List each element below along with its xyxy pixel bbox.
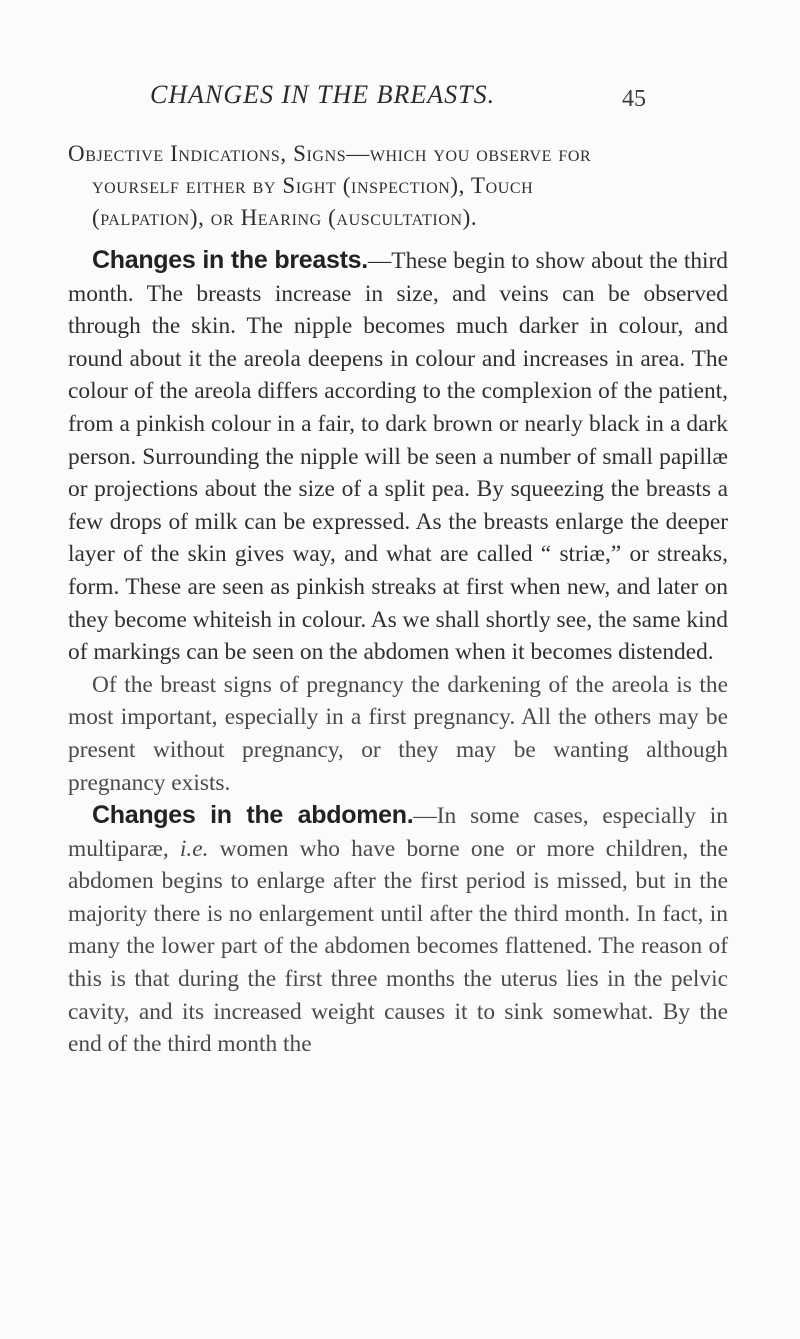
paragraph-breasts-text: —These begin to show about the third month. The breasts increase in size, and veins can be observed through the skin. The nipple becomes much darker in colour, and round about it the areola deepens in colour and increases in area. The colour of the areola differs according to the complexion of the patient, from a pinkish colour in a fair, to dark brown or nearly black in a dark person. Surrounding the nipple will be seen a number of small papillæ or projections about the size of a split pea. By squeezing the breasts a few drops of milk can be expressed. As the breasts enlarge the deeper layer of the skin gives way, and what are called “ striæ,” or streaks, form. These are seen as pinkish streaks at first when new, and later on they become whiteish in colour. As we shall shortly see, the same kind of markings can be seen on the abdomen when it becomes distended. [68,248,729,666]
running-head-title: CHANGES IN THE BREASTS. [150,80,496,109]
run-in-heading-breasts: Changes in the breasts. [92,246,368,274]
section-heading [68,138,728,234]
paragraph-abdomen-ie: i.e. [179,835,209,862]
page-number: 45 [622,86,646,112]
section-heading-line-3: (palpation), or Hearing (auscultation). [92,205,478,230]
section-heading-line-2: yourself either by Sight (inspection), Touch [92,173,534,198]
body-text [68,138,728,1061]
paragraph-breast-signs: Of the breast signs of pregnancy the darkening of the areola is the most important, especially in a first pregnancy. All the others may be present without pregnancy, or they may be wanting although pregnancy exists. [68,671,728,796]
paragraph-abdomen [68,799,728,1061]
running-head [150,80,710,120]
paragraph-breasts [68,244,728,669]
run-in-heading-abdomen: Changes in the abdomen. [92,801,414,830]
paragraph-abdomen-text-rest: women who have borne one or more children, the abdomen begins to enlarge after the first period is missed, but in the majority there is no enlargement until after the third month. In fact, in many the lower part of the abdomen becomes flattened. The reason of this is that during the first three months the uterus lies in the pelvic cavity, and its increased weight causes it to sink somewhat. By the end of the third month the [68,835,728,1058]
paragraph-abdomen-text-start: —In some cases, especially in multiparæ, [68,803,728,862]
section-heading-line-1: Objective Indications, Signs—which you observe for [68,141,592,166]
